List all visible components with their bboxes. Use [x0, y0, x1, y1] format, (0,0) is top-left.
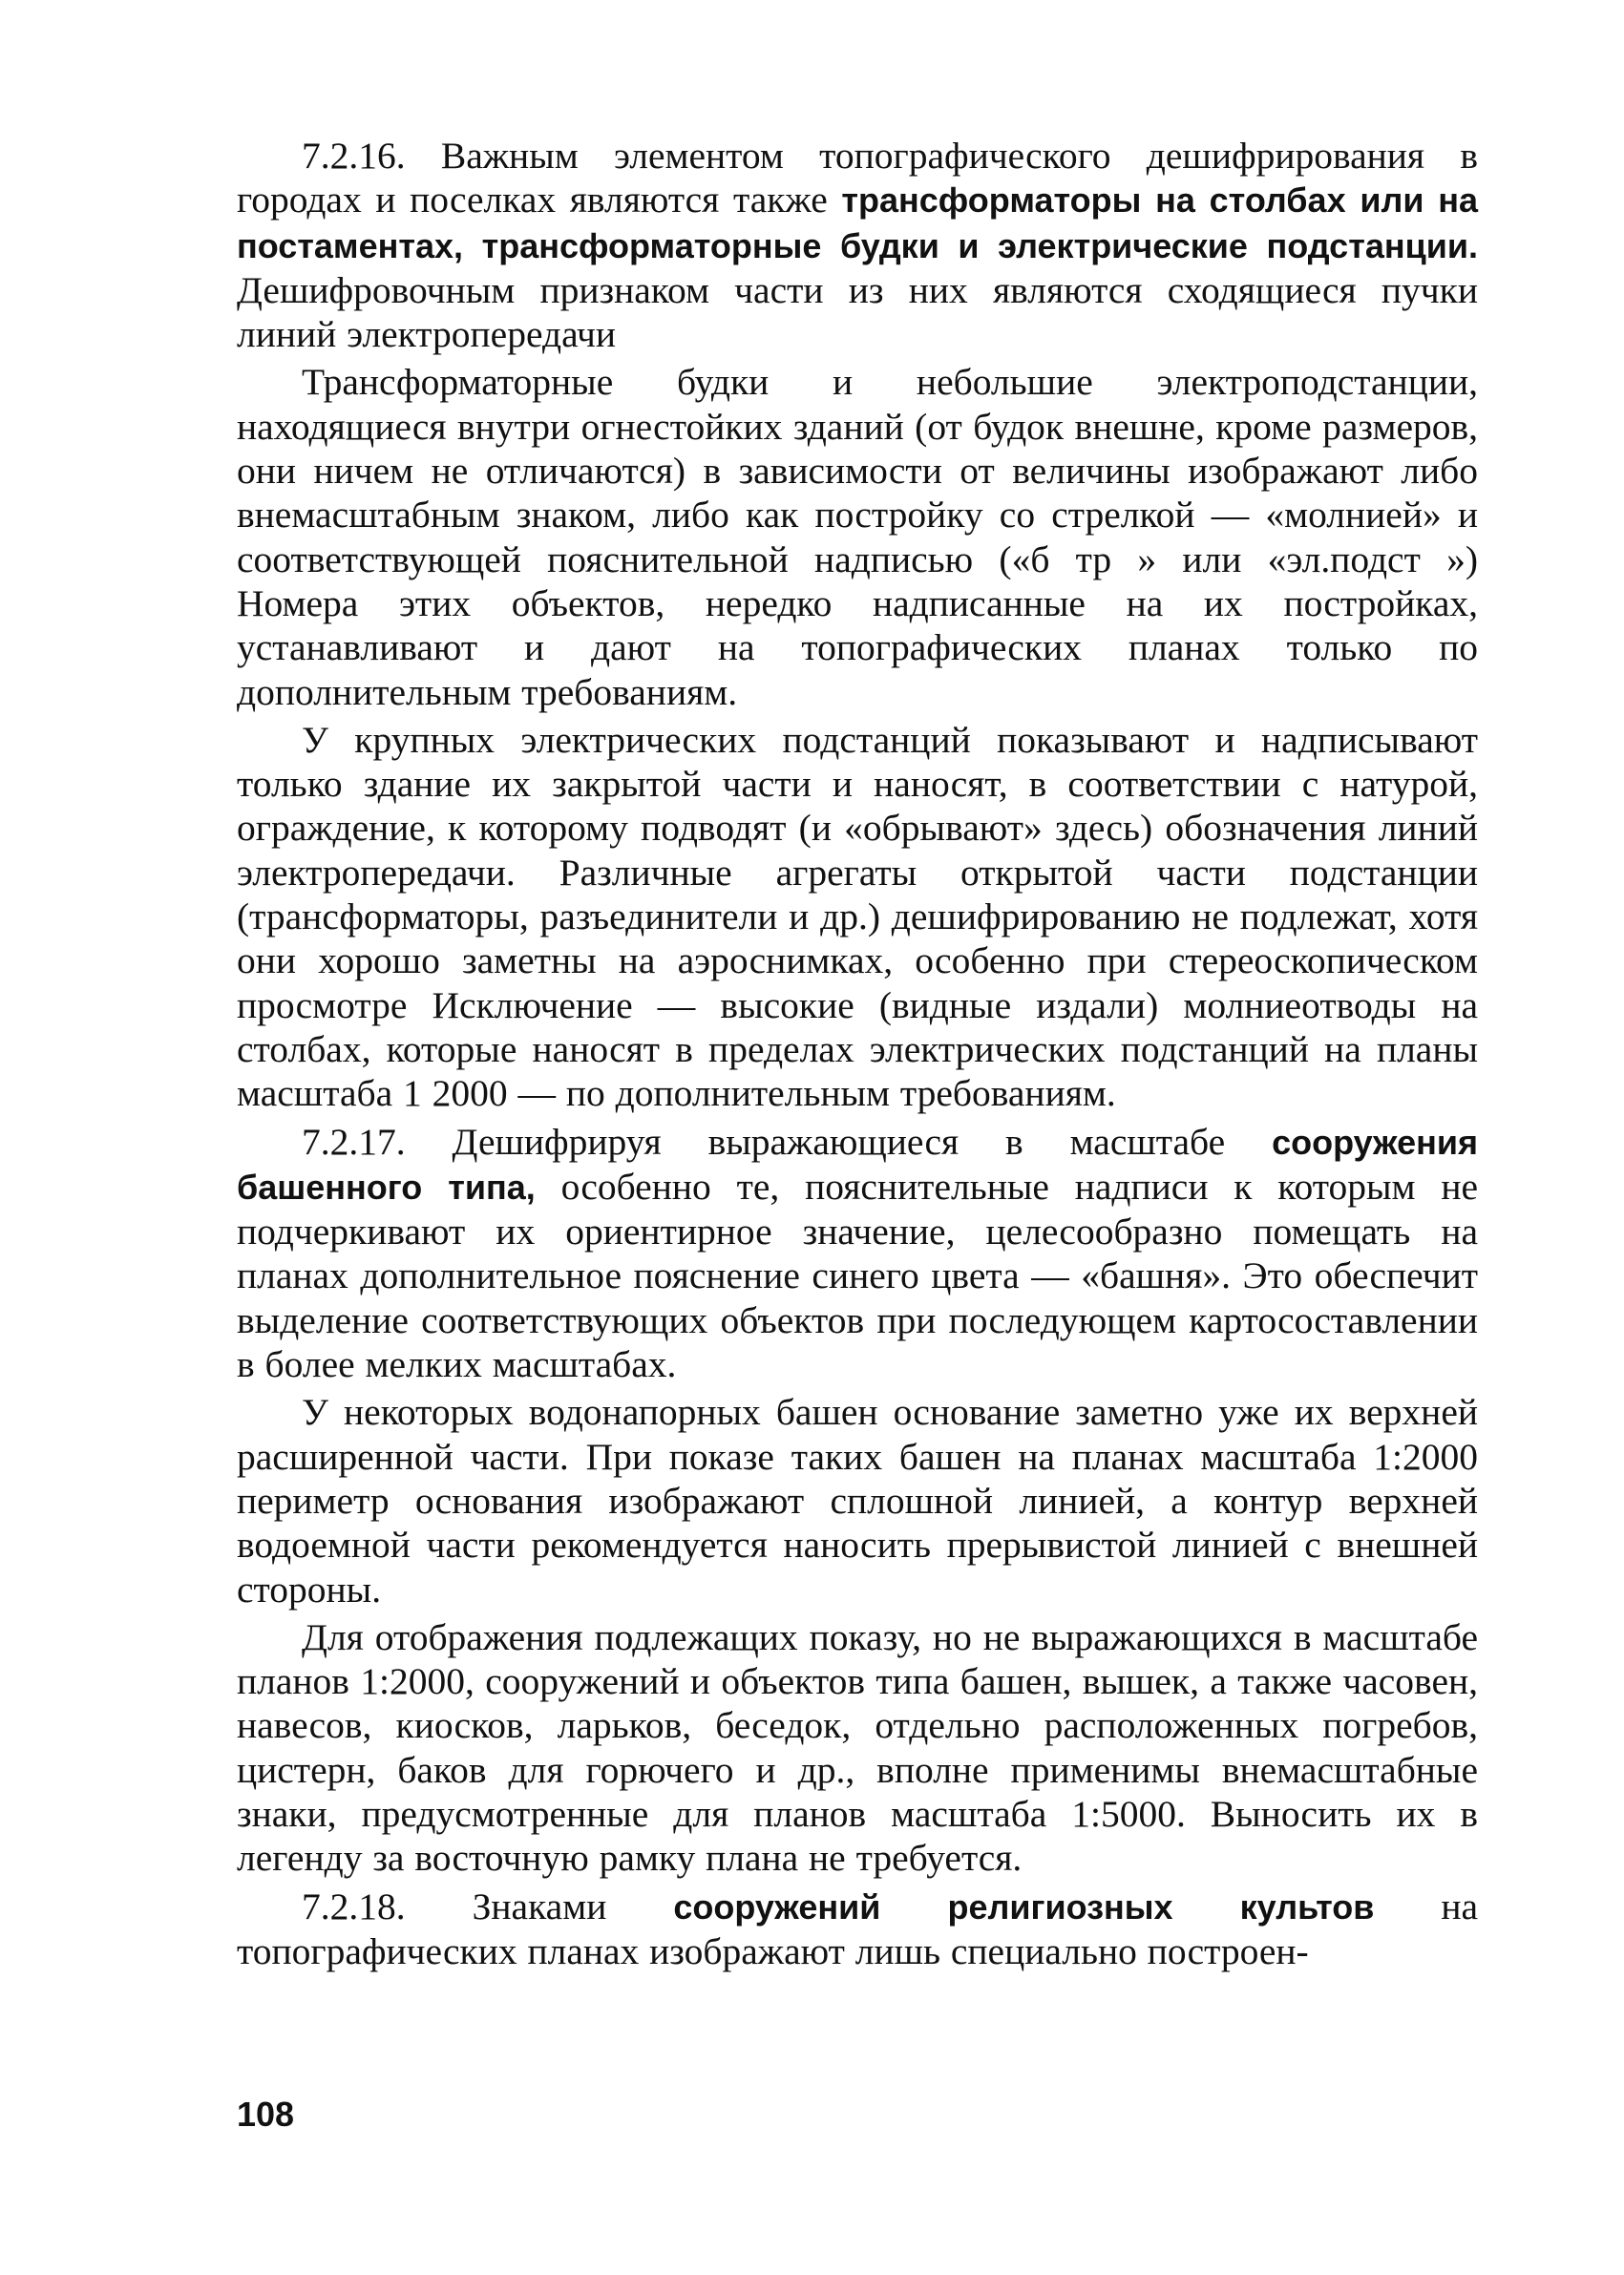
paragraph-7-2-17 [237, 1120, 1478, 1387]
body-text [237, 134, 1478, 1977]
paragraph-off-scale-signs [237, 1615, 1478, 1881]
page-number: 108 [237, 2095, 295, 2134]
bold-term: сооружения башенного типа, [237, 1122, 1478, 1207]
paragraph-7-2-18 [237, 1885, 1478, 1974]
text-run: особенно те, пояснительные надписи к которым не подчеркивают их ориентирное значение, целесообразно помещать на планах дополнительное пояснение синего цвета — «башня». Это обеспечит выделение соответствующих объектов при последующем картосоставлении в более мелких масштабах. [237, 1165, 1478, 1386]
paragraph-transformer-booths [237, 360, 1478, 713]
bold-term: сооружений религиозных культов [673, 1886, 1375, 1927]
text-run: У крупных электрических подстанций показывают и надписывают только здание их закрытой части и наносят, в соответствии с натурой, ограждение, к которому подводят (и «обрывают» здесь) обозначения линий электропередачи. Различные агрегаты открытой части подстанции (трансформаторы, разъединители и др.) дешифрированию не подлежат, хотя они хорошо заметны на аэроснимках, особенно при стереоскопическом просмотре Исключение — высокие (видные издали) молниеотводы на столбах, которые наносят в пределах электрических подстанций на планы масштаба 1 2000 — по дополнительным требованиям. [237, 718, 1478, 1115]
text-run: Трансформаторные будки и небольшие электроподстанции, находящиеся внутри огнестойких зданий (от будок внешне, кроме размеров, они ничем не отличаются) в зависимости от величины изображают либо внемасштабным знаком, либо как постройку со стрелкой — «молнией» и соответствующей пояснительной надписью («б тр » или «эл.подст ») Номера этих объектов, нередко надписанные на их постройках, устанавливают и дают на топографических планах только по дополнительным требованиям. [237, 361, 1478, 713]
text-run: У некоторых водонапорных башен основание заметно уже их верхней расширенной части. При показе таких башен на планах масштаба 1:2000 периметр основания изображают сплошной линией, а контур верхней водоемной части рекомендуется наносить прерывистой линией с внешней стороны. [237, 1391, 1478, 1611]
bold-term: трансформаторы на столбах или на постаментах, трансформаторные будки и электрические подстанции. [237, 180, 1478, 265]
text-run: Для отображения подлежащих показу, но не выражающихся в масштабе планов 1:2000, сооружений и объектов типа башен, вышек, а также часовен, навесов, киосков, ларьков, беседок, отдельно расположенных погребов, цистерн, баков для горючего и др., вполне применимы внемасштабные знаки, предусмотренные для планов масштаба 1:5000. Выносить их в легенду за восточную рамку плана не требуется. [237, 1615, 1478, 1880]
paragraph-7-2-16 [237, 134, 1478, 356]
paragraph-water-towers [237, 1390, 1478, 1611]
paragraph-large-substations [237, 718, 1478, 1116]
text-run: Дешифровочным признаком части из них являются сходящиеся пучки линий электропередачи [237, 268, 1478, 356]
text-run: 7.2.18. Знаками [302, 1885, 674, 1927]
text-run: на топографических планах изображают лишь специально построен- [237, 1885, 1479, 1972]
text-run: 7.2.16. Важным элементом топографического дешифрирования в городах и поселках являются также [237, 135, 1478, 221]
text-run: 7.2.17. Дешифрируя выражающиеся в масштабе [302, 1120, 1273, 1163]
